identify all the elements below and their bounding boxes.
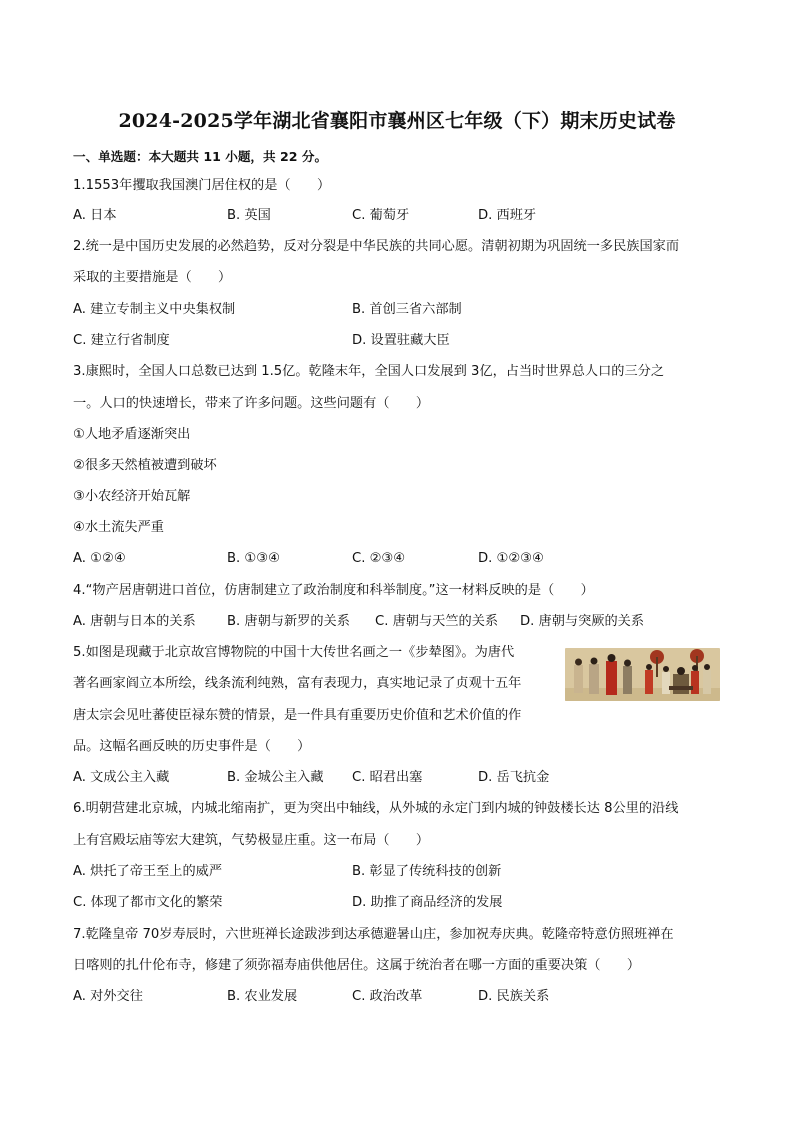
question-4-option-b: B. 唐朝与新罗的关系: [227, 614, 350, 629]
question-7-option-d: D. 民族关系: [478, 989, 550, 1004]
question-3-option-d: D. ①②③④: [478, 551, 544, 566]
question-4-option-a: A. 唐朝与日本的关系: [73, 614, 196, 629]
question-3-item-1: ①人地矛盾逐渐突出: [73, 427, 191, 442]
question-7-option-b: B. 农业发展: [227, 989, 298, 1004]
question-6-option-b: B. 彰显了传统科技的创新: [352, 864, 502, 879]
question-2-stem-line-2: 采取的主要措施是（ ）: [73, 270, 232, 285]
question-5-stem-line-1: 5.如图是现藏于北京故宫博物院的中国十大传世名画之一《步辇图》。为唐代: [73, 645, 515, 660]
question-5-option-d: D. 岳飞抗金: [478, 770, 550, 785]
exam-title: 2024-2025学年湖北省襄阳市襄州区七年级（下）期末历史试卷: [118, 110, 676, 132]
question-5-option-b: B. 金城公主入藏: [227, 770, 324, 785]
question-5-stem-line-3: 唐太宗会见吐蕃使臣禄东赞的情景，是一件具有重要历史价值和艺术价值的作: [73, 708, 522, 723]
question-3-option-a: A. ①②④: [73, 551, 126, 566]
question-3-item-2: ②很多天然植被遭到破坏: [73, 458, 217, 473]
question-6-option-d: D. 助推了商品经济的发展: [352, 895, 503, 910]
question-6-stem-line-1: 6.明朝营建北京城，内城北缩南扩，更为突出中轴线，从外城的永定门到内城的钟鼓楼长达 8公里的沿线: [73, 801, 679, 816]
question-4-option-c: C. 唐朝与天竺的关系: [375, 614, 499, 629]
question-6-option-a: A. 烘托了帝王至上的威严: [73, 864, 223, 879]
question-2-option-d: D. 设置驻藏大臣: [352, 333, 450, 348]
question-7-stem-line-2: 日喀则的扎什伦布寺，修建了须弥福寿庙供他居住。这属于统治者在哪一方面的重要决策（ ）: [73, 958, 641, 973]
question-3-stem-line-1: 3.康熙时，全国人口总数已达到 1.5亿。乾隆末年，全国人口发展到 3亿，占当时世界总人口的三分之: [73, 364, 665, 379]
section-heading: 一、单选题：本大题共 11 小题，共 22 分。: [73, 149, 328, 164]
question-2-option-a: A. 建立专制主义中央集权制: [73, 302, 236, 317]
question-7-option-c: C. 政治改革: [352, 989, 423, 1004]
question-5-stem-line-4: 品。这幅名画反映的历史事件是（ ）: [73, 739, 311, 754]
question-3-option-b: B. ①③④: [227, 551, 280, 566]
question-7-option-a: A. 对外交往: [73, 989, 143, 1004]
question-1-option-a: A. 日本: [73, 208, 117, 223]
question-7-stem-line-1: 7.乾隆皇帝 70岁寿辰时，六世班禅长途跋涉到达承德避暑山庄，参加祝寿庆典。乾隆帝特意仿照班禅在: [73, 927, 674, 942]
question-1-option-b: B. 英国: [227, 208, 271, 223]
question-4-stem: 4.“物产居唐朝进口首位，仿唐制建立了政治制度和科举制度。”这一材料反映的是（ ）: [73, 583, 594, 598]
question-2-option-b: B. 首创三省六部制: [352, 302, 462, 317]
question-3-option-c: C. ②③④: [352, 551, 406, 566]
question-6-option-c: C. 体现了都市文化的繁荣: [73, 895, 223, 910]
question-5-option-a: A. 文成公主入藏: [73, 770, 170, 785]
question-2-stem-line-1: 2.统一是中国历史发展的必然趋势，反对分裂是中华民族的共同心愿。清朝初期为巩固统一多民族国家而: [73, 239, 680, 254]
question-1-option-c: C. 葡萄牙: [352, 208, 410, 223]
question-3-item-4: ④水土流失严重: [73, 520, 164, 535]
question-4-option-d: D. 唐朝与突厥的关系: [520, 614, 645, 629]
question-3-item-3: ③小农经济开始瓦解: [73, 489, 191, 504]
question-1-option-d: D. 西班牙: [478, 208, 537, 223]
question-5-stem-line-2: 著名画家阎立本所绘，线条流利纯熟，富有表现力，真实地记录了贞观十五年: [73, 676, 522, 691]
question-2-option-c: C. 建立行省制度: [73, 333, 170, 348]
question-3-stem-line-2: 一。人口的快速增长，带来了许多问题。这些问题有（ ）: [73, 396, 430, 411]
question-5-option-c: C. 昭君出塞: [352, 770, 423, 785]
question-1-stem: 1.1553年攫取我国澳门居住权的是（ ）: [73, 178, 331, 193]
bunian-tu-painting-image: [565, 648, 720, 701]
question-6-stem-line-2: 上有宫殿坛庙等宏大建筑，气势极显庄重。这一布局（ ）: [73, 833, 430, 848]
